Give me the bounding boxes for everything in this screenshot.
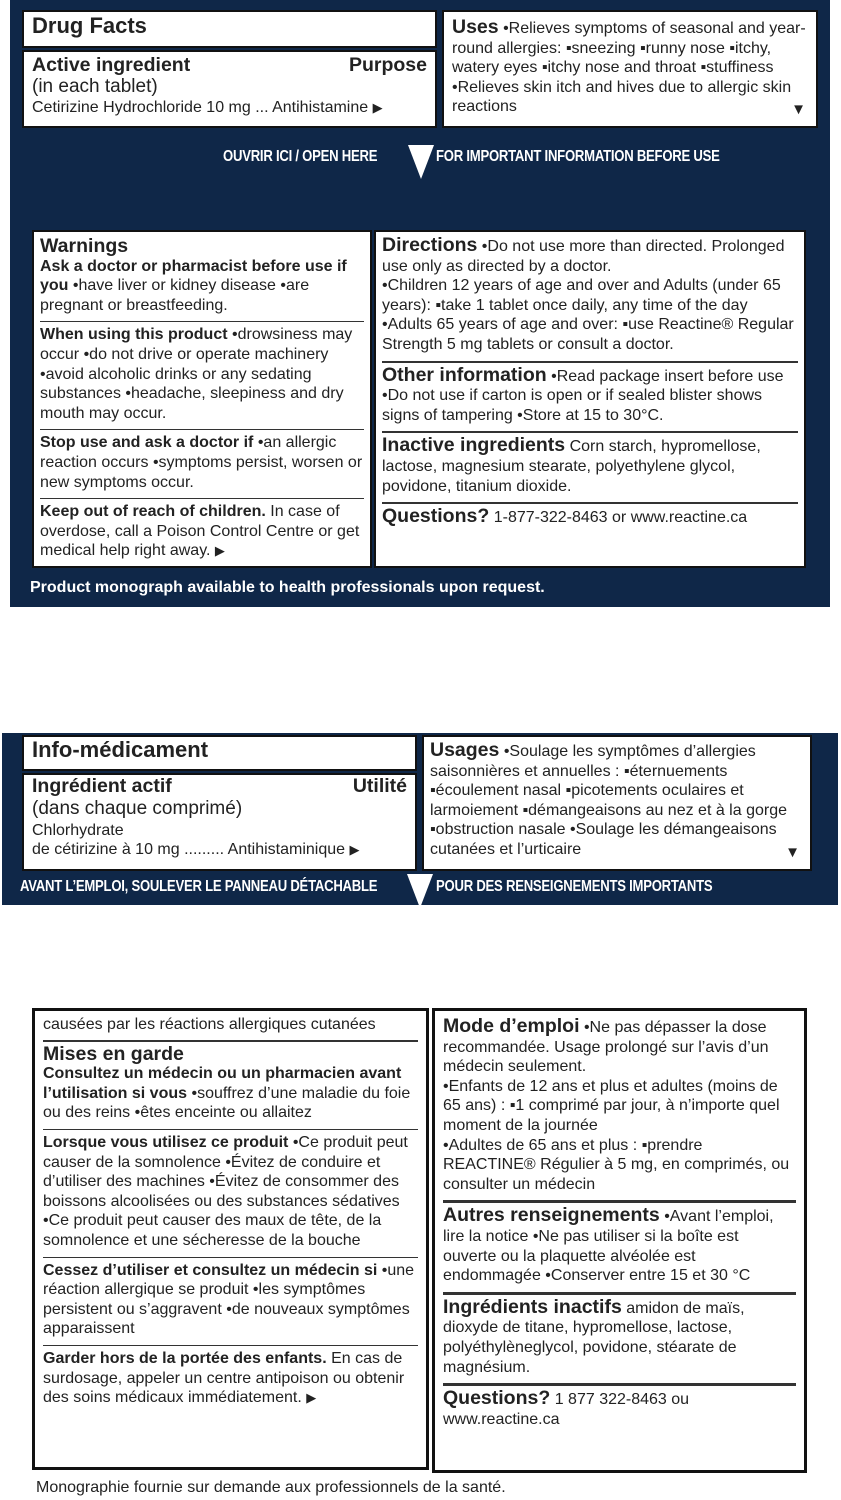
uses-box <box>442 10 818 128</box>
uses-heading: Uses <box>452 16 499 38</box>
arrow-right-icon: ▶ <box>349 842 360 858</box>
drug-facts-title: Drug Facts <box>32 13 147 38</box>
footer-monograph-fr: Monographie fournie sur demande aux professionnels de la santé. <box>36 1479 506 1496</box>
ingredient-line-1: Chlorhydrate <box>32 821 124 839</box>
directions-heading: Directions <box>382 234 478 256</box>
directions-text-2: •Children 12 years of age and over and Adults (under 65 years): ▪take 1 tablet once daily, any time of the day •Adults 65 years of age and over: ▪use Reactine® Regular Strength 5 mg tablets or consult a doctor. <box>382 277 794 353</box>
ask-doctor-text: •have liver or kidney disease •are pregnant or breastfeeding. <box>40 277 310 314</box>
footer-monograph: Product monograph available to health professionals upon request. <box>30 579 545 596</box>
arrow-right-icon: ▶ <box>306 1390 317 1406</box>
warnings-box <box>32 230 372 568</box>
english-panel <box>10 0 830 607</box>
arrow-down-icon: ▼ <box>785 844 800 862</box>
when-using-text: •Ce produit peut causer de la somnolence •Évitez de conduire et d’utiliser des machines •Évitez de consommer des boissons alcoolisées ou des substances sédatives •Ce produit peut causer des maux de tête, de la somnolence et une sécheresse de la bouche <box>43 1133 408 1249</box>
important-info-label: POUR DES RENSEIGNEMENTS IMPORTANTS <box>436 878 713 895</box>
mode-emploi-column <box>432 1008 807 1473</box>
questions-heading: Questions? <box>443 1387 551 1410</box>
when-using-bold: Lorsque vous utilisez ce produit <box>43 1133 289 1151</box>
lift-panel-label[interactable]: AVANT L’EMPLOI, SOULEVER LE PANNEAU DÉTACHABLE <box>20 878 378 895</box>
open-triangle-icon <box>407 874 433 908</box>
stop-use-text: •an allergic reaction occurs •symptoms persist, worsen or new symptoms occur. <box>40 434 363 491</box>
other-info-heading: Autres renseignements <box>443 1204 660 1227</box>
usages-text: •Soulage les symptômes d’allergies saisonnières et annuelles : ▪éternuements ▪écoulement nasal ▪picotements oculaires et larmoiement ▪démangeaisons au nez et à la gorge ▪obstruction nasale •Soulage les démangeaisons cutanées et l’urticaire <box>430 743 787 858</box>
keep-out-text: En cas de surdosage, appeler un centre antipoison ou obtenir des soins médicaux immédiatement. <box>43 1349 405 1407</box>
arrow-right-icon: ▶ <box>372 99 383 115</box>
inactive-text: Corn starch, hypromellose, lactose, magnesium stearate, polyethylene glycol, povidone, titanium dioxide. <box>382 438 761 495</box>
stop-use-bold: Stop use and ask a doctor if <box>40 434 254 452</box>
inactive-text: amidon de maïs, dioxyde de titane, hypromellose, lactose, polyéthylèneglycol, povidone, stéarate de magnésium. <box>443 1299 745 1376</box>
active-ingredient-heading: Active ingredient <box>32 54 191 76</box>
directions-text-2: •Enfants de 12 ans et plus et adultes (moins de 65 ans) : ▪1 comprimé par jour, à n’importe quel moment de la journée <box>443 1077 780 1134</box>
ask-doctor-text: •souffrez d’une maladie du foie ou des reins •êtes enceinte ou allaitez <box>43 1084 411 1122</box>
questions-heading: Questions? <box>382 505 490 528</box>
open-here-label[interactable]: OUVRIR ICI / OPEN HERE <box>223 148 378 165</box>
stop-use-text: •une réaction allergique se produit •les symptômes persistent ou s’aggravent •de nouveaux symptômes apparaissent <box>43 1261 415 1338</box>
mises-en-garde-column <box>32 1008 429 1470</box>
when-using-text: •drowsiness may occur •do not drive or operate machinery •avoid alcoholic drinks or any sedating substances •headache, sleepiness and dry mouth may occur. <box>40 326 353 422</box>
directions-text: •Do not use more than directed. Prolonged use only as directed by a doctor. <box>382 238 785 275</box>
purpose-heading: Purpose <box>348 54 427 76</box>
continued-text: causées par les réactions allergiques cutanées <box>43 1011 418 1042</box>
important-info-label: FOR IMPORTANT INFORMATION BEFORE USE <box>436 148 720 165</box>
keep-out-bold: Keep out of reach of children. <box>40 503 266 521</box>
stop-use-bold: Cessez d’utiliser et consultez un médecin si <box>43 1261 378 1279</box>
info-medicament-title-box <box>22 735 417 771</box>
directions-column <box>374 230 806 568</box>
arrow-down-icon: ▼ <box>791 101 806 119</box>
ingredient-line-2: de cétirizine à 10 mg ......... Antihistaminique <box>32 841 346 859</box>
active-ingredient-box <box>22 50 437 128</box>
ask-doctor-bold: Consultez un médecin ou un pharmacien avant l’utilisation si vous <box>43 1065 402 1102</box>
uses-text: •Relieves symptoms of seasonal and year-round allergies: ▪sneezing ▪runny nose ▪itchy, watery eyes ▪itchy nose and throat ▪stuffiness •Relieves skin itch and hives due to allergic skin reactions <box>452 20 806 116</box>
inactive-heading: Ingrédients inactifs <box>443 1295 622 1318</box>
questions-text[interactable]: 1-877-322-8463 or www.reactine.ca <box>489 509 748 527</box>
inactive-heading: Inactive ingredients <box>382 434 566 457</box>
other-info-text: •Avant l’emploi, lire la notice •Ne pas utiliser si la boîte est ouverte ou la plaquette alvéolée est endommagée •Conserver entre 15 et 30 °C <box>443 1208 774 1285</box>
french-front-panel <box>2 733 838 905</box>
questions-text[interactable]: 1 877 322-8463 ou www.reactine.ca <box>443 1391 690 1428</box>
when-using-bold: When using this product <box>40 326 228 344</box>
ask-doctor-bold: Ask a doctor or pharmacist before use if you <box>40 257 347 295</box>
active-ingredient-heading: Ingrédient actif <box>32 775 172 797</box>
usages-box <box>422 735 812 871</box>
open-triangle-icon <box>408 145 434 179</box>
directions-text-3: •Adultes de 65 ans et plus : ▪prendre REACTINE® Régulier à 5 mg, en comprimés, ou consulter un médecin <box>443 1136 790 1193</box>
ingredient-line: Cetirizine Hydrochloride 10 mg ... Antihistamine <box>32 98 369 116</box>
info-medicament-title: Info-médicament <box>32 737 209 762</box>
drug-facts-title-box <box>22 10 437 48</box>
other-info-text: •Read package insert before use •Do not use if carton is open or if sealed blister shows signs of tampering •Store at 15 to 30°C. <box>382 367 784 424</box>
purpose-heading: Utilité <box>352 775 407 797</box>
keep-out-text: In case of overdose, call a Poison Control Centre or get medical help right away. <box>40 503 360 560</box>
other-info-heading: Other information <box>382 363 547 386</box>
usages-heading: Usages <box>430 739 500 761</box>
warnings-heading: Warnings <box>40 235 129 257</box>
directions-heading: Mode d’emploi <box>443 1015 580 1037</box>
keep-out-bold: Garder hors de la portée des enfants. <box>43 1349 327 1367</box>
in-each-tablet: (dans chaque comprimé) <box>32 797 243 819</box>
ingredient-actif-box <box>22 773 417 871</box>
in-each-tablet: (in each tablet) <box>32 75 158 97</box>
warnings-heading: Mises en garde <box>43 1042 184 1065</box>
arrow-right-icon: ▶ <box>214 543 225 559</box>
directions-text: •Ne pas dépasser la dose recommandée. Usage prolongé sur l’avis d’un médecin seulement. <box>443 1019 769 1076</box>
